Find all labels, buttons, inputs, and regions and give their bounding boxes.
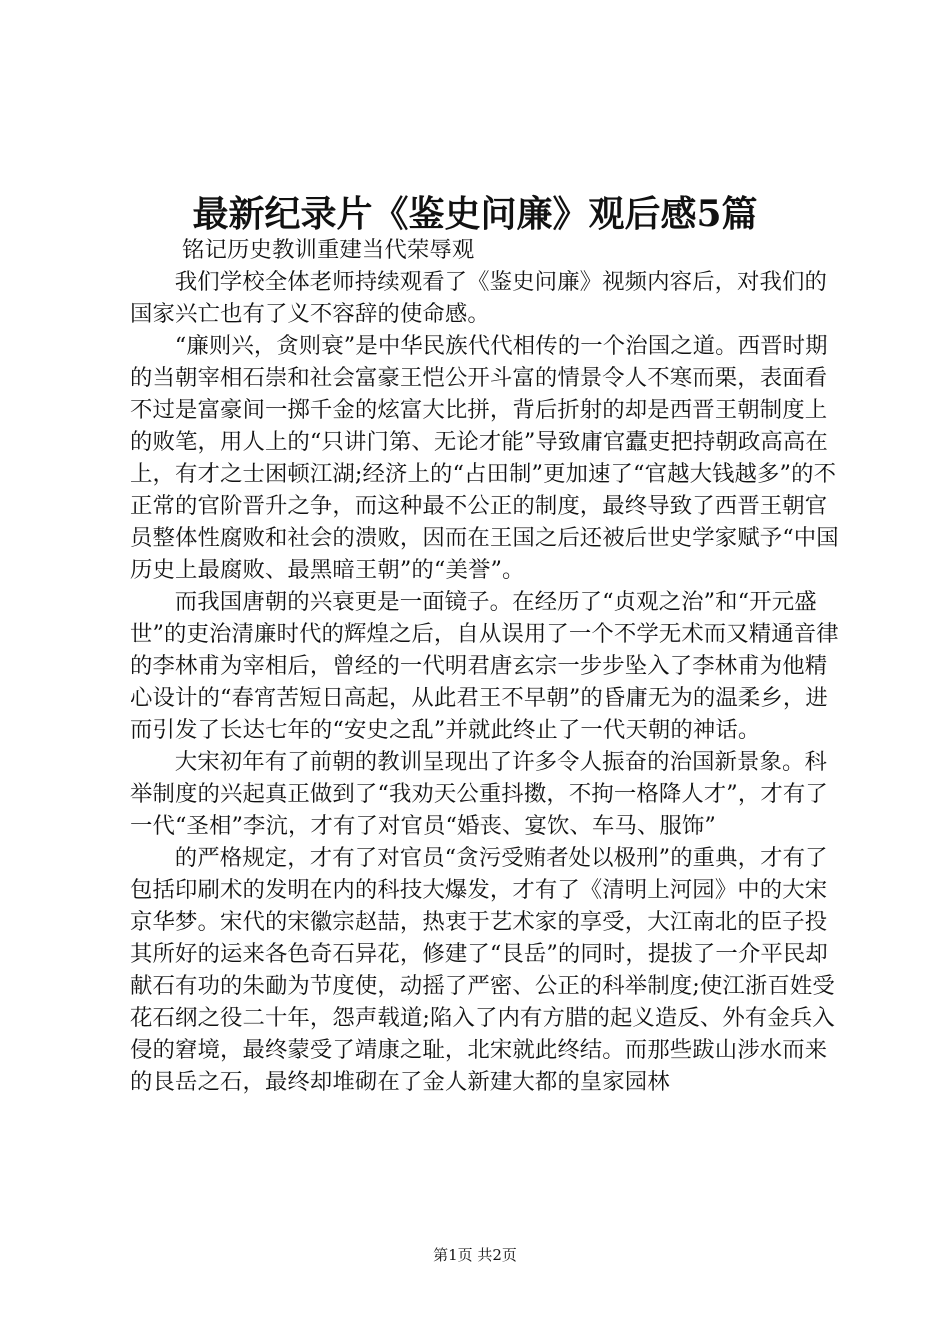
document-subtitle: 铭记历史教训重建当代荣辱观 (182, 237, 475, 263)
document-title: 最新纪录片《鉴史问廉》观后感5篇 (192, 193, 758, 235)
paragraph-4: 大宋初年有了前朝的教训呈现出了许多令人振奋的治国新景象。科举制度的兴起真正做到了“我劝天公重抖擞，不拘一格降人才”，才有了一代“圣相”李沆，才有了对官员“婚丧、宴饮、车马、服饰” (130, 749, 828, 839)
paragraph-2: “廉则兴，贪则衰”是中华民族代代相传的一个治国之道。西晋时期的当朝宰相石崇和社会富豪王恺公开斗富的情景令人不寒而栗，表面看不过是富豪间一掷千金的炫富大比拼，背后折射的却是西晋王朝制度上的败笔，用人上的“只讲门第、无论才能”导致庸官蠹吏把持朝政高高在上，有才之士困顿江湖;经济上的“占田制”更加速了“官越大钱越多”的不正常的官阶晋升之争，而这种最不公正的制度，最终导致了西晋王朝官员整体性腐败和社会的溃败，因而在王国之后还被后世史学家赋予“中国历史上最腐败、最黑暗王朝”的“美誉”。 (130, 333, 839, 583)
paragraph-1: 我们学校全体老师持续观看了《鉴史问廉》视频内容后，对我们的国家兴亡也有了义不容辞的使命感。 (130, 269, 828, 327)
paragraph-3: 而我国唐朝的兴衰更是一面镜子。在经历了“贞观之治”和“开元盛世”的吏治清廉时代的辉煌之后，自从误用了一个不学无术而又精通音律的李林甫为宰相后，曾经的一代明君唐玄宗一步步坠入了李林甫为他精心设计的“春宵苦短日高起，从此君王不早朝”的昏庸无为的温柔乡，进而引发了长达七年的“安史之乱”并就此终止了一代天朝的神话。 (130, 589, 839, 743)
document-body (130, 234, 846, 1098)
paragraph-5: 的严格规定，才有了对官员“贪污受贿者处以极刑”的重典，才有了包括印刷术的发明在内的科技大爆发，才有了《清明上河园》中的大宋京华梦。宋代的宋徽宗赵喆，热衷于艺术家的享受，大江南北的臣子投其所好的运来各色奇石异花，修建了“艮岳”的同时，提拔了一介平民却献石有功的朱勔为节度使，动摇了严密、公正的科举制度;使江浙百姓受花石纲之役二十年，怨声载道;陷入了内有方腊的起义造反、外有金兵入侵的窘境，最终蒙受了靖康之耻，北宋就此终结。而那些跋山涉水而来的艮岳之石，最终却堆砌在了金人新建大都的皇家园林 (130, 845, 835, 1095)
page-footer: 第1页 共2页 (433, 1246, 517, 1264)
